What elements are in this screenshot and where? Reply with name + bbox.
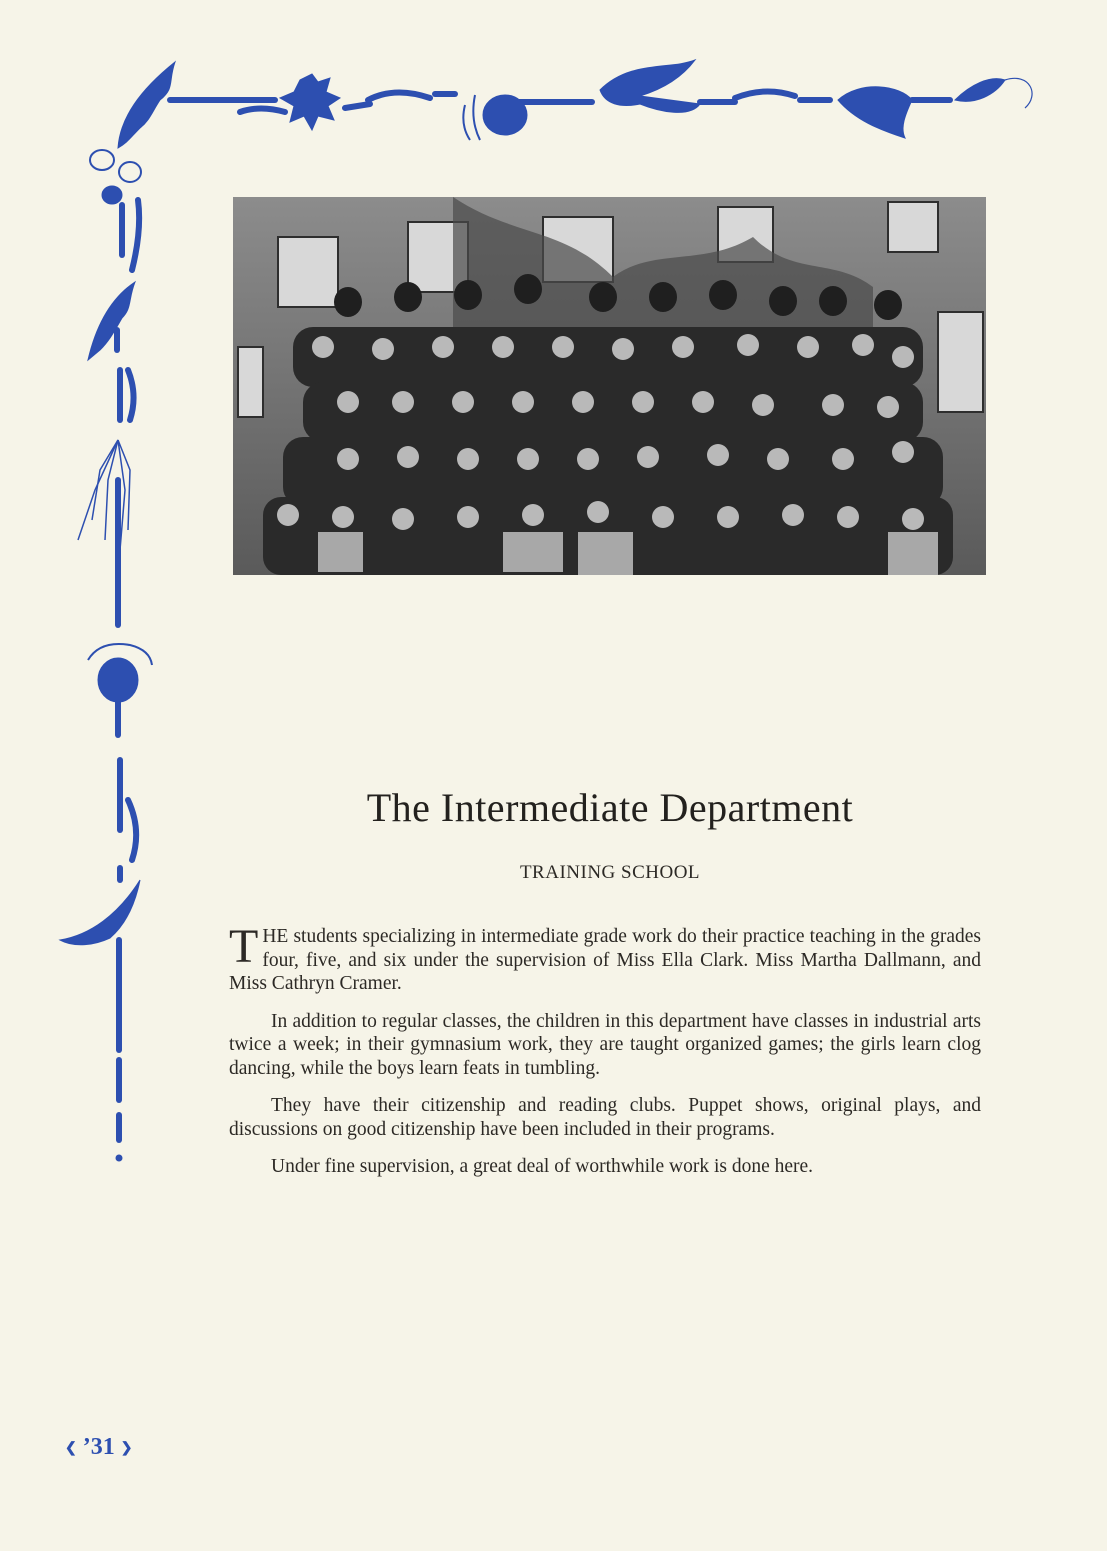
page-folio <box>65 1434 132 1461</box>
holly-leaf-corner <box>118 62 175 148</box>
paragraph-2: In addition to regular classes, the children in this department have classes in industrial arts twice a week; in their gymnasium work, they are taught organized games; the girls learn clog dancing, while the boys learn feats in tumbling. <box>229 1010 981 1079</box>
paragraph-4: Under fine supervision, a great deal of worthwhile work is done here. <box>271 1156 814 1177</box>
holly-leaf-left <box>88 282 135 360</box>
maple-leaf-ornament <box>280 74 340 130</box>
drop-cap: T <box>229 920 259 973</box>
article-body <box>229 920 981 1193</box>
paragraph-1-text: HE students specializing in intermediate grade work do their practice teaching in the grades four, five, and six under the supervision of Miss Ella Clark. Miss Martha Dallmann, and Miss Cathryn Cramer. <box>229 926 981 994</box>
pinecone-ornament-top <box>463 95 527 140</box>
leaf-ornament-bottom-left <box>60 880 140 945</box>
bow-ornament <box>600 60 700 112</box>
folio-year: ’31 <box>82 1434 115 1460</box>
pinecone-ornament-left <box>88 644 152 702</box>
folio-ornament-right-icon: ❯ <box>120 1440 133 1456</box>
paragraph-1 <box>229 920 981 996</box>
page-title: The Intermediate Department <box>366 785 854 830</box>
group-photo <box>233 197 986 575</box>
feather-ornament-end <box>955 79 1005 102</box>
tassel-ornament <box>78 440 130 550</box>
acorn-ornament <box>90 150 141 204</box>
folio-ornament-left-icon: ❮ <box>65 1440 77 1456</box>
leaf-ornament-right <box>838 87 912 138</box>
paragraph-3: They have their citizenship and reading clubs. Puppet shows, original plays, and discussions on good citizenship have been included in their programs. <box>229 1095 981 1140</box>
page-subtitle: TRAINING SCHOOL <box>519 862 701 883</box>
